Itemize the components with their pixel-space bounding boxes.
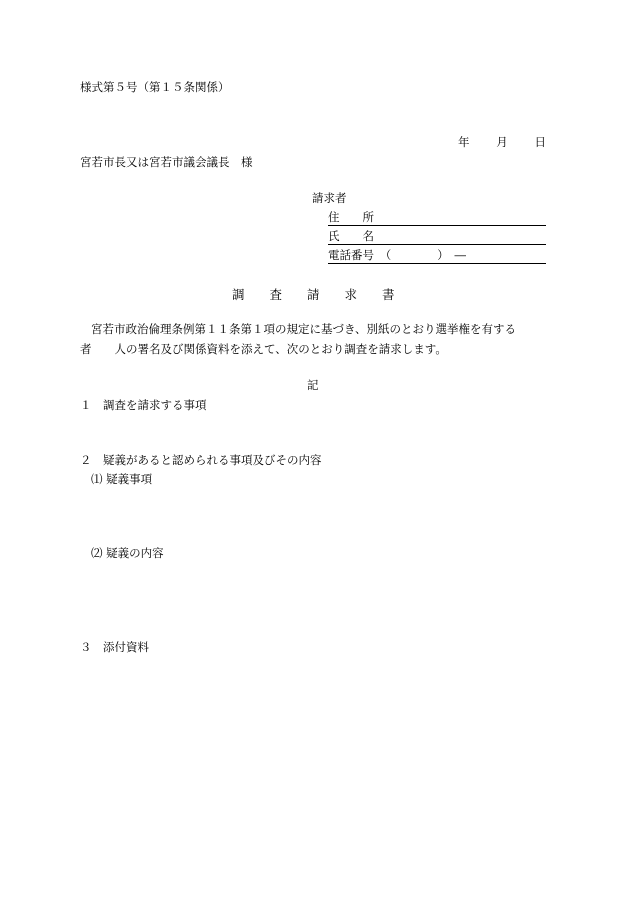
address-label: 住 所 (328, 209, 374, 224)
section-3-heading: ３ 添付資料 (80, 640, 149, 654)
ki-marker: 記 (307, 378, 319, 392)
section-2-2-heading: ⑵ 疑義の内容 (91, 546, 164, 560)
name-label: 氏 名 (328, 228, 374, 243)
requester-heading: 請求者 (312, 191, 347, 205)
date-line (458, 137, 546, 149)
section-2-1-heading: ⑴ 疑義事項 (91, 472, 153, 486)
body-line-1: 宮若市政治倫理条例第１１条第１項の規定に基づき、別紙のとおり選挙権を有する (91, 322, 517, 336)
address-field[interactable] (328, 209, 546, 226)
section-1-heading: １ 調査を請求する事項 (80, 398, 207, 412)
phone-field[interactable] (328, 247, 546, 264)
date-month: 月 (496, 135, 508, 149)
document-title: 調 査 請 求 書 (232, 287, 395, 302)
date-day: 日 (534, 135, 546, 149)
form-number: 様式第５号（第１５条関係） (80, 80, 230, 94)
recipient: 宮若市長又は宮若市議会議長 様 (80, 155, 253, 169)
date-year: 年 (458, 135, 470, 149)
section-2-heading: ２ 疑義があると認められる事項及びその内容 (80, 453, 322, 467)
phone-label: 電話番号 （ ） ― (328, 247, 466, 262)
name-field[interactable] (328, 228, 546, 245)
body-line-2: 者 人の署名及び関係資料を添えて、次のとおり調査を請求します。 (80, 342, 447, 356)
